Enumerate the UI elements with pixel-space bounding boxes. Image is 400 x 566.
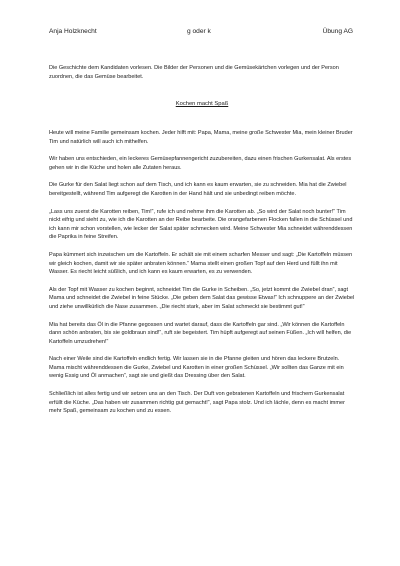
story-title: Kochen macht Spaß xyxy=(175,101,229,107)
story-paragraph: Die Gurke für den Salat liegt schon auf dem Tisch, und ich kann es kaum erwarten, sie zu schneiden. Mia hat die Zwiebel bereitgestellt, während Tim aufgeregt die Karotten in der Hand hält und sie unbedingt reiben möchte. xyxy=(49,182,347,197)
story-paragraph: Wir haben uns entschieden, ein leckeres Gemüsepfannengericht zuzubereiten, dazu einen frischen Gurkensalat. Als erstes gehen wir in die Küche und holen alle Zutaten heraus. xyxy=(49,156,352,171)
story-paragraph: Schließlich ist alles fertig und wir setzen uns an den Tisch. Der Duft von gebratenen Kartoffeln und frischem Gurkensalat erfüllt die Küche. „Das haben wir zusammen richtig gut gemacht!“, sagt Papa stolz. Und ich lächle, denn es macht immer mehr Spaß, gemeinsam zu kochen und zu essen. xyxy=(49,391,345,415)
story-paragraph: Als der Topf mit Wasser zu kochen beginnt, schneidet Tim die Gurke in Scheiben. „So, jetzt kommt die Zwiebel dran“, sagt Mama und schneidet die Zwiebel in feine Stücke. „Die geben dem Salat das gewisse Etwas!“ Ich schnuppere an der Zwiebel und ziehe unwillkürlich die Nase zusammen. „Die riecht stark, aber im Salat schmeckt sie bestimmt gut!“ xyxy=(49,286,355,310)
story-body xyxy=(49,129,356,425)
instructions: Die Geschichte dem Kandidaten vorlesen. Die Bilder der Personen und die Gemüsekärtchen vorlegen und der Person zuordnen, die das Gemüse bearbeitet. xyxy=(49,65,339,80)
story-paragraph: Heute will meine Familie gemeinsam kochen. Jeder hilft mit: Papa, Mama, meine große Schwester Mia, mein kleiner Bruder Tim und natürlich will auch ich mithelfen. xyxy=(49,130,353,145)
story-paragraph: Mia hat bereits das Öl in die Pfanne gegossen und wartet darauf, dass die Kartoffeln gar sind. „Wir können die Kartoffeln dann schön anbraten, bis sie goldbraun sind!“, ruft sie begeistert. Tim hüpft aufgeregt auf seinen Füßen. „Ich will helfen, die Kartoffeln umzudrehen!“ xyxy=(49,321,352,345)
story-paragraph: „Lass uns zuerst die Karotten reiben, Tim!“, rufe ich und nehme ihm die Karotten ab. „So wird der Salat noch bunter!“ Tim nickt eifrig und sieht zu, wie ich die Karotten an der Reibe bearbeite. Die orangefarbenen Flocken fallen in die Schüssel und ich kann mir schon vorstellen, wie lecker der Salat später schmecken wird. Meine Schwester Mia schneidet währenddessen die Paprika in feine Streifen. xyxy=(49,208,353,241)
story-paragraph: Papa kümmert sich inzwischen um die Kartoffeln. Er schält sie mit einem scharfen Messer und sagt: „Die Kartoffeln müssen wir gleich kochen, damit wir sie später anbraten können.“ Mama stellt einen großen Topf auf den Herd und füllt ihn mit Wasser. Es riecht leicht süßlich, und ich kann es kaum erwarten, es zu verwenden. xyxy=(49,251,353,276)
page-header xyxy=(49,27,353,37)
header-topic: g oder k xyxy=(187,28,211,35)
header-author: Anja Holzknecht xyxy=(49,28,97,35)
header-group: Übung AG xyxy=(322,28,353,35)
story-paragraph: Nach einer Weile sind die Kartoffeln endlich fertig. Wir lassen sie in die Pfanne gleiten und hören das leckere Brutzeln. Mama mischt währenddessen die Gurke, Zwiebel und Karotten in einer großen Schüssel. „Wir sollten das Ganze mit ein wenig Essig und Öl anmachen“, sagt sie und gießt das Dressing über den Salat. xyxy=(49,356,344,380)
